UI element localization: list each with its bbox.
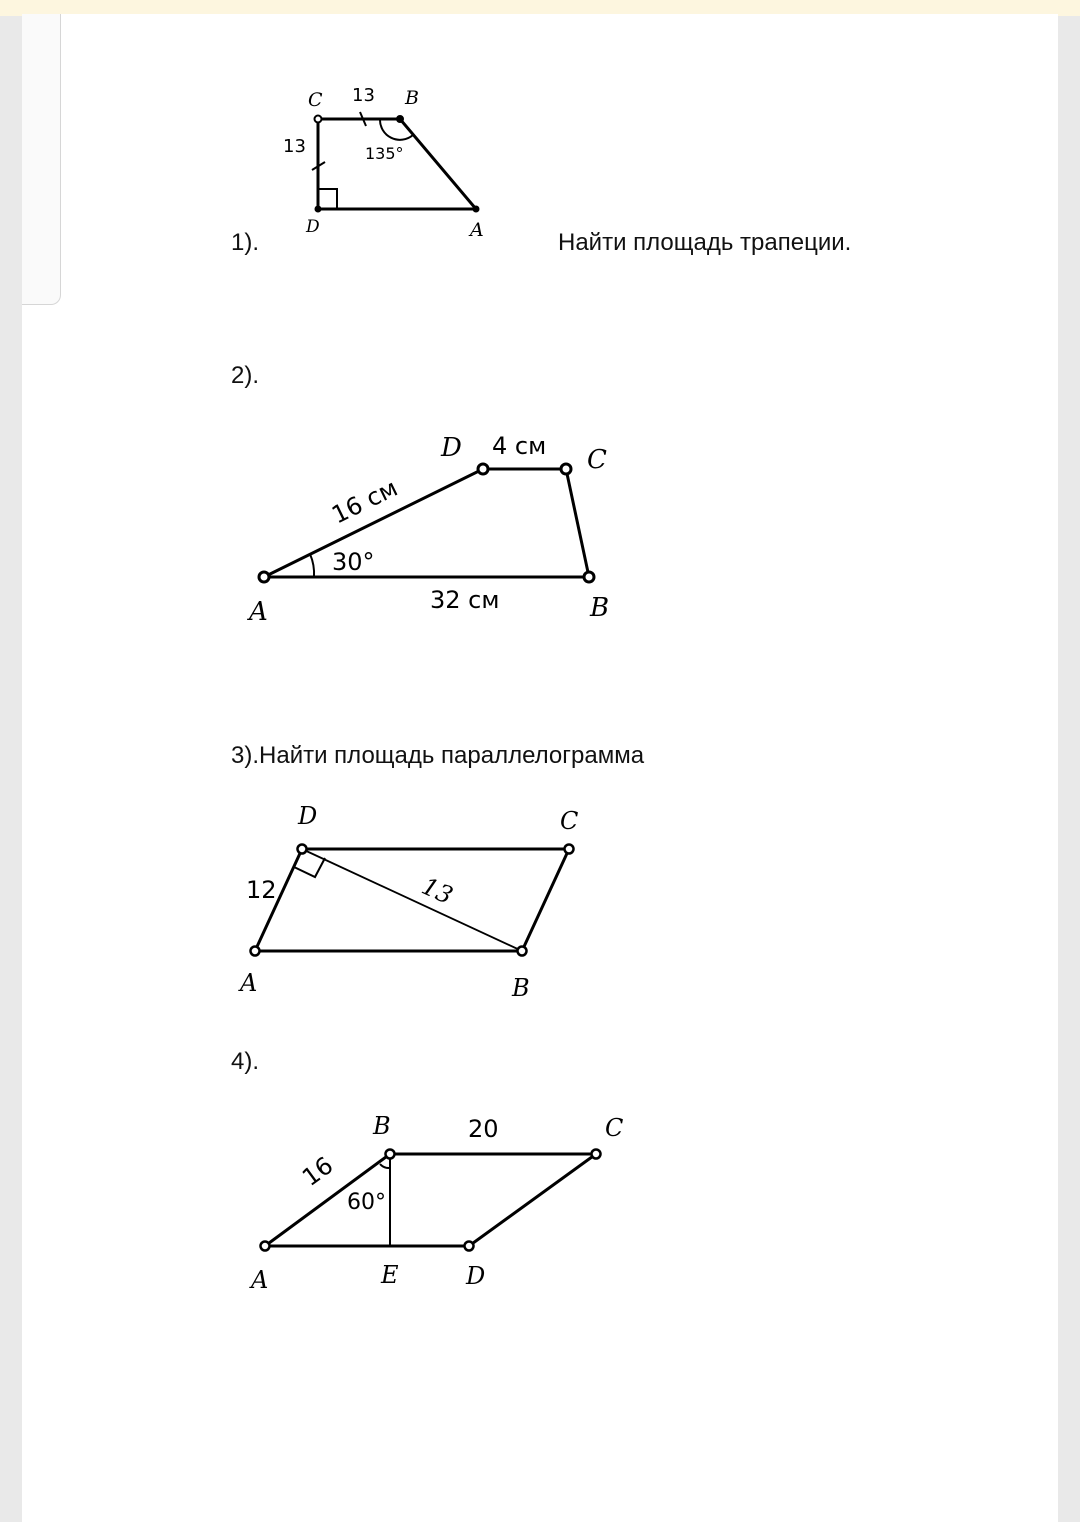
angle-b-value: 135° bbox=[365, 144, 404, 163]
problem-3-task: Найти площадь параллелограмма bbox=[259, 742, 645, 769]
angle-arc-b bbox=[380, 1164, 390, 1168]
vertex-b-label: B bbox=[405, 87, 419, 109]
figure-1-trapezoid bbox=[283, 85, 484, 241]
figure-4-parallelogram bbox=[249, 1112, 623, 1294]
side-ad-value: 16 см bbox=[327, 473, 403, 530]
angle-arc-a bbox=[310, 554, 314, 577]
vertex-d-point bbox=[465, 1242, 474, 1251]
vertex-c-label: C bbox=[587, 445, 607, 475]
vertex-a-label: A bbox=[240, 969, 258, 997]
problem-1-task: Найти площадь трапеции. bbox=[558, 229, 852, 256]
vertex-c-label: C bbox=[605, 1114, 624, 1142]
vertex-c-point bbox=[592, 1150, 601, 1159]
figure-2-quadrilateral bbox=[247, 432, 609, 627]
angle-b-value: 60° bbox=[347, 1190, 386, 1215]
vertex-d-point bbox=[298, 845, 307, 854]
right-angle-mark bbox=[318, 189, 337, 209]
side-ab-value: 32 см bbox=[430, 586, 500, 614]
vertex-b-point bbox=[518, 947, 527, 956]
vertex-c-label: C bbox=[308, 89, 323, 111]
right-angle-mark bbox=[294, 858, 325, 877]
vertex-c-label: C bbox=[560, 807, 579, 835]
diagonal-db bbox=[302, 849, 522, 951]
vertex-b-point bbox=[386, 1150, 395, 1159]
vertex-d-label: D bbox=[466, 1262, 486, 1290]
vertex-a-point bbox=[251, 947, 260, 956]
figure-3-parallelogram bbox=[238, 802, 578, 1002]
vertex-a-point bbox=[259, 572, 269, 582]
side-cb-value: 13 bbox=[352, 85, 375, 106]
problem-3-number: 3). bbox=[231, 742, 260, 769]
vertex-c-point bbox=[565, 845, 574, 854]
angle-a-value: 30° bbox=[332, 548, 375, 576]
side-cd-value: 13 bbox=[283, 136, 306, 157]
side-bc-value: 20 bbox=[468, 1115, 499, 1143]
vertex-d-label: D bbox=[441, 433, 462, 463]
vertex-b-label: B bbox=[512, 974, 530, 1002]
vertex-c-point bbox=[315, 116, 322, 123]
vertex-d-point bbox=[315, 206, 321, 212]
trapezoid-outline bbox=[318, 119, 476, 209]
vertex-c-point bbox=[561, 464, 571, 474]
side-ab-value: 16 bbox=[297, 1151, 339, 1192]
vertex-d-label: D bbox=[298, 802, 318, 830]
problem-2-number: 2). bbox=[231, 362, 260, 389]
vertex-a-label: A bbox=[249, 597, 268, 627]
problem-1-number: 1). bbox=[231, 229, 260, 256]
side-dc-value: 4 см bbox=[492, 432, 547, 460]
vertex-a-point bbox=[473, 206, 479, 212]
vertex-b-label: B bbox=[590, 593, 610, 623]
vertex-b-label: B bbox=[373, 1112, 391, 1140]
vertex-a-label: A bbox=[470, 219, 484, 241]
side-ad-value: 12 bbox=[246, 876, 277, 904]
problem-4-number: 4). bbox=[231, 1048, 260, 1075]
vertex-a-label: A bbox=[251, 1266, 269, 1294]
vertex-e-label: E bbox=[381, 1261, 399, 1289]
diagonal-db-value: 13 bbox=[417, 871, 457, 910]
vertex-d-label: D bbox=[306, 217, 320, 237]
vertex-d-point bbox=[478, 464, 488, 474]
vertex-b-point bbox=[584, 572, 594, 582]
vertex-b-point bbox=[397, 116, 404, 123]
vertex-a-point bbox=[261, 1242, 270, 1251]
